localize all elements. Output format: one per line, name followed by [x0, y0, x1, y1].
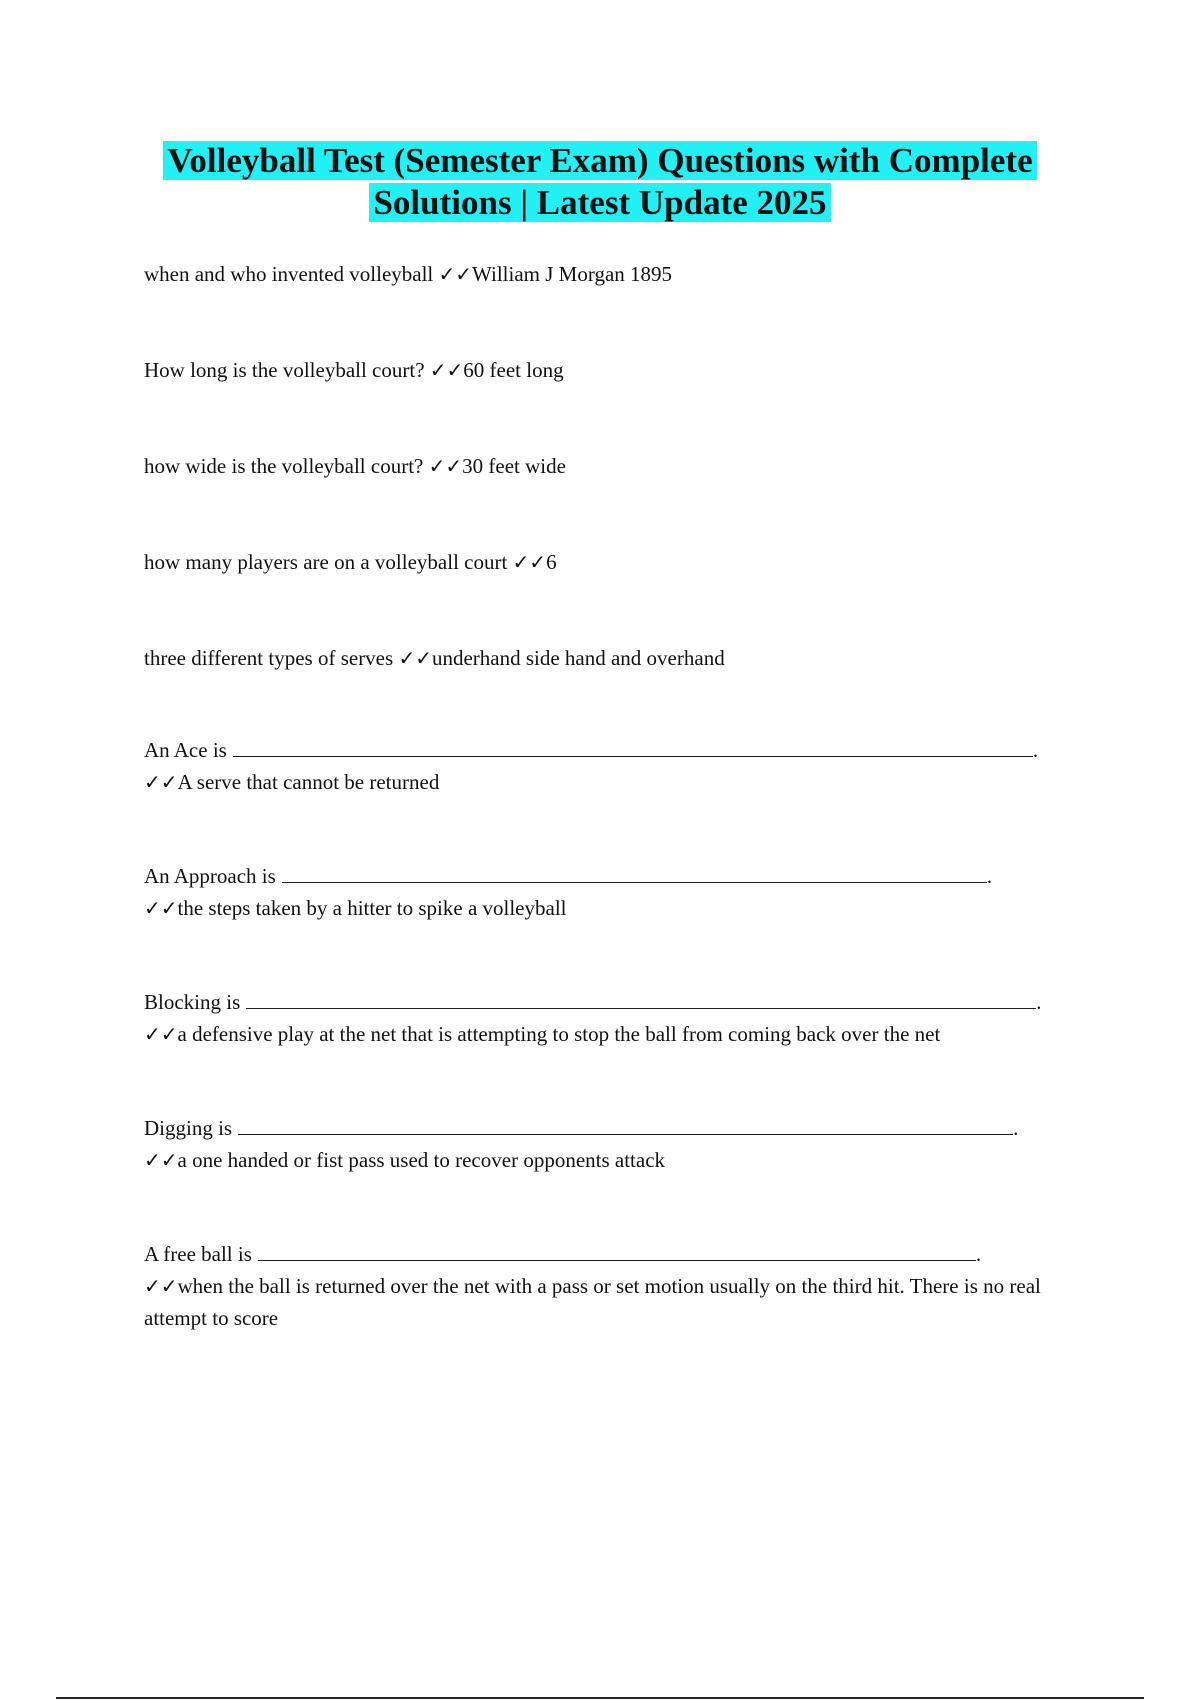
- check-mark-icon: ✓✓: [144, 1274, 178, 1298]
- answer-blank: [246, 990, 1036, 1009]
- fill-answer: [144, 766, 1074, 798]
- answer-blank: [258, 1242, 976, 1261]
- prompt-text: Blocking is: [144, 990, 241, 1014]
- question-text: when and who invented volleyball: [144, 262, 434, 286]
- answer-text: 6: [546, 550, 557, 574]
- fill-prompt: [144, 734, 1038, 766]
- question-text: how many players are on a volleyball court: [144, 550, 508, 574]
- check-mark-icon: ✓✓: [144, 1022, 178, 1046]
- check-mark-icon: ✓✓: [428, 454, 463, 478]
- check-mark-icon: ✓✓: [429, 358, 464, 382]
- prompt-period: .: [1036, 990, 1042, 1014]
- prompt-text: An Approach is: [144, 864, 276, 888]
- qa-item: [144, 450, 566, 482]
- prompt-text: A free ball is: [144, 1242, 252, 1266]
- fill-prompt: [144, 1112, 1018, 1144]
- check-mark-icon: ✓✓: [144, 1148, 178, 1172]
- check-mark-icon: ✓✓: [438, 262, 473, 286]
- answer-text: when the ball is returned over the net with a pass or set motion usually on the third hit. There is no real attempt to score: [144, 1274, 1041, 1330]
- prompt-period: .: [1013, 1116, 1019, 1140]
- qa-item: [144, 258, 672, 290]
- check-mark-icon: ✓✓: [144, 770, 178, 794]
- question-text: three different types of serves: [144, 646, 394, 670]
- prompt-text: Digging is: [144, 1116, 233, 1140]
- prompt-period: .: [975, 1242, 982, 1266]
- page-title: [130, 140, 1070, 224]
- answer-text: a defensive play at the net that is attempting to stop the ball from coming back over the net: [177, 1022, 941, 1046]
- fill-prompt: [144, 1238, 981, 1270]
- check-mark-icon: ✓✓: [512, 550, 547, 574]
- qa-item: [144, 642, 725, 674]
- answer-blank: [238, 1116, 1013, 1135]
- fill-answer: [144, 1144, 1074, 1176]
- fill-answer: [144, 1018, 1074, 1050]
- question-text: how wide is the volleyball court?: [144, 454, 424, 478]
- answer-text: 30 feet wide: [462, 454, 566, 478]
- prompt-period: .: [1032, 738, 1039, 762]
- answer-text: underhand side hand and overhand: [431, 646, 725, 670]
- title-line-1: Volleyball Test (Semester Exam) Questions with Complete: [163, 141, 1036, 180]
- answer-text: the steps taken by a hitter to spike a volleyball: [177, 896, 567, 920]
- prompt-period: .: [986, 864, 993, 888]
- qa-item: [144, 354, 564, 386]
- fill-answer: [144, 892, 1074, 924]
- check-mark-icon: ✓✓: [144, 896, 178, 920]
- check-mark-icon: ✓✓: [398, 646, 432, 670]
- answer-blank: [233, 738, 1033, 757]
- title-line-2: Solutions | Latest Update 2025: [369, 183, 830, 222]
- answer-text: 60 feet long: [463, 358, 564, 382]
- question-text: How long is the volleyball court?: [144, 358, 425, 382]
- answer-text: A serve that cannot be returned: [177, 770, 440, 794]
- answer-text: a one handed or fist pass used to recover opponents attack: [177, 1148, 666, 1172]
- fill-prompt: [144, 986, 1042, 1018]
- answer-text: William J Morgan 1895: [472, 262, 673, 286]
- qa-item: [144, 546, 557, 578]
- prompt-text: An Ace is: [144, 738, 227, 762]
- answer-blank: [282, 864, 987, 883]
- footer-divider: [56, 1697, 1144, 1699]
- fill-answer: [144, 1270, 1074, 1334]
- fill-prompt: [144, 860, 992, 892]
